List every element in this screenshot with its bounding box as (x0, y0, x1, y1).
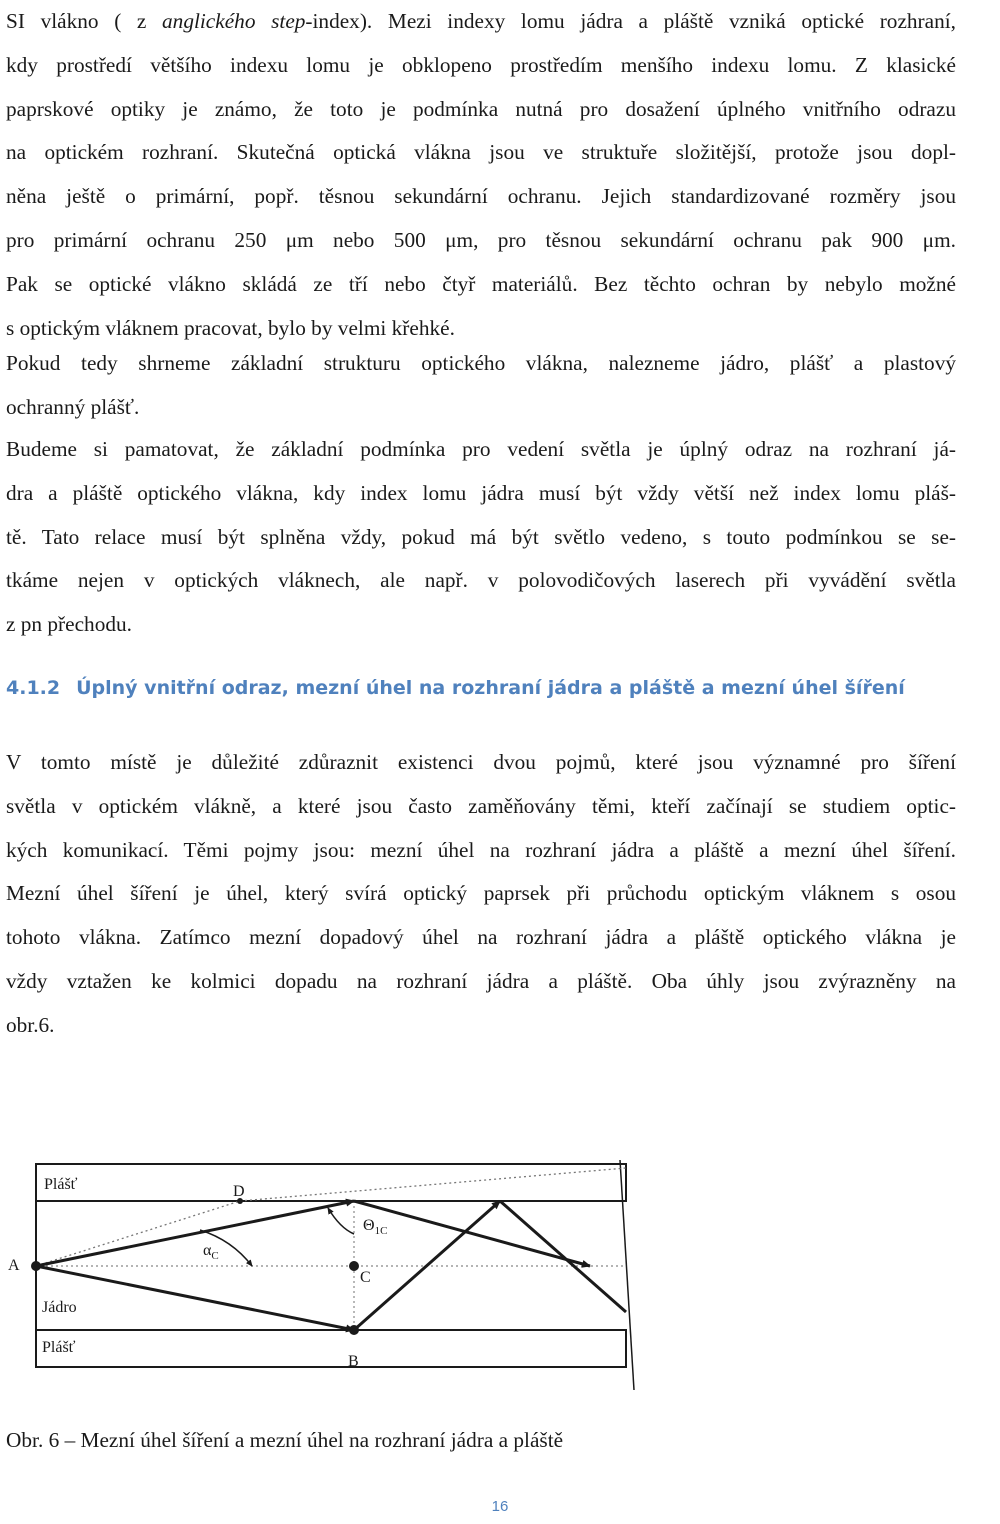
text-line: Mezní úhel šíření je úhel, který svírá optický paprsek při průchodu optickým vláknem s osou (6, 881, 956, 906)
text-line: Pak se optické vlákno skládá ze tří nebo čtyř materiálů. Bez těchto ochran by nebylo možné (6, 271, 956, 296)
ray-segment-ab (36, 1266, 354, 1330)
section-heading (6, 672, 956, 704)
page-number: 16 (491, 1498, 509, 1515)
label-point-d: D (233, 1183, 245, 1200)
label-point-c: C (360, 1269, 371, 1286)
italic-term: anglického step (162, 9, 306, 33)
paragraph-total-reflection (6, 428, 956, 647)
theta-arc (328, 1208, 354, 1234)
text-line: kdy prostředí většího indexu lomu je obklopeno prostředím menšího indexu lomu. Z klasické (6, 52, 956, 77)
label-alpha: $\alpha_C$ (203, 1242, 219, 1262)
text-line: Pokud tedy shrneme základní strukturu optického vlákna, nalezneme jádro, plášť a plastový (6, 351, 956, 375)
point-a-dot (31, 1261, 41, 1271)
fiber-diagram (8, 1160, 640, 1390)
section-number: 4.1.2 (6, 677, 61, 699)
paragraph-fiber-summary (6, 342, 956, 430)
text-line: pro primární ochranu 250 μm nebo 500 μm, pro těsnou sekundární ochranu pak 900 μm. (6, 227, 956, 252)
text-line: tě. Tato relace musí být splněna vždy, pokud má být světlo vedeno, s touto podmínkou se se- (6, 524, 956, 549)
text-line: tkáme nejen v optických vláknech, ale např. v polovodičových laserech při vyvádění světla (6, 568, 956, 593)
label-point-b: B (348, 1353, 359, 1370)
text-line: Budeme si pamatovat, že základní podmínka pro vedení světla je úplný odraz na rozhraní já- (6, 437, 956, 461)
text-line: s optickým vláknem pracovat, bylo by velmi křehké. (6, 315, 455, 340)
label-theta: $\Theta_{1C}$ (363, 1217, 388, 1237)
text-line: vždy vztažen ke kolmici dopadu na rozhraní jádra a pláště. Oba úhly jsou zvýrazněny na (6, 968, 956, 993)
point-b-dot (349, 1325, 359, 1335)
ray-segment-down (500, 1201, 626, 1312)
ray-segment-ad (36, 1201, 354, 1266)
text-line: na optickém rozhraní. Skutečná optická vlákna jsou ve struktuře složitější, protože jsou dopl- (6, 140, 956, 165)
text-line: SI vlákno ( z anglického step-index). Mezi indexy lomu jádra a pláště vzniká optické rozhraní, (6, 9, 956, 33)
text-line: paprskové optiky je známo, že toto je podmínka nutná pro dosažení úplného vnitřního odrazu (6, 96, 956, 121)
text-line: kých komunikací. Těmi pojmy jsou: mezní úhel na rozhraní jádra a pláště a mezní úhel šíření. (6, 837, 956, 862)
figure-caption: Obr. 6 – Mezní úhel šíření a mezní úhel na rozhraní jádra a pláště (6, 1428, 564, 1452)
point-c-dot (349, 1261, 359, 1271)
text-line: V tomto místě je důležité zdůraznit existenci dvou pojmů, které jsou významné pro šíření (6, 750, 956, 774)
label-point-a: A (8, 1257, 20, 1274)
cladding-top (36, 1164, 626, 1201)
text-line: tohoto vlákna. Zatímco mezní dopadový úhel na rozhraní jádra a pláště optického vlákna je (6, 925, 956, 950)
text-line: něna ještě o primární, popř. těsnou sekundární ochranu. Jejich standardizované rozměry jsou (6, 184, 956, 209)
text-line: světla v optickém vlákně, a které jsou často zaměňovány těmi, kteří začínají se studiem optic- (6, 793, 956, 818)
ray-segment-reflected (354, 1201, 590, 1266)
cladding-bottom (36, 1330, 626, 1367)
text-line: ochranný plášť. (6, 394, 140, 419)
paragraph-fiber-structure (6, 0, 956, 350)
paragraph-critical-angles (6, 741, 956, 1048)
text-line: obr.6. (6, 1012, 55, 1037)
text-line: dra a pláště optického vlákna, kdy index lomu jádra musí být vždy větší než index lomu pláš- (6, 480, 956, 505)
label-cladding-top: Plášť (44, 1176, 78, 1193)
label-cladding-bottom: Plášť (42, 1339, 76, 1356)
text-line: z pn přechodu. (6, 612, 132, 637)
section-title: Úplný vnitřní odraz, mezní úhel na rozhraní jádra a pláště a mezní úhel šíření (76, 677, 905, 699)
label-core: Jádro (42, 1299, 77, 1316)
